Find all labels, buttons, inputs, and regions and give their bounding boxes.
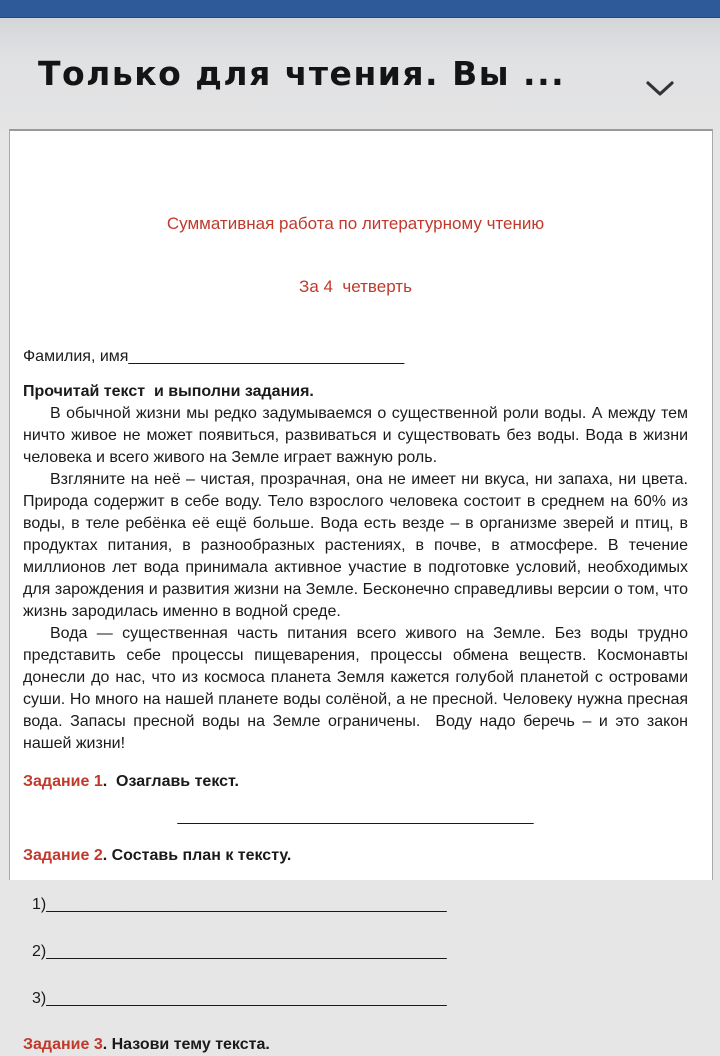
task-3-label: Задание 3 — [23, 1036, 103, 1053]
name-label: Фамилия, имя — [23, 348, 129, 365]
task-1-heading — [23, 771, 688, 793]
task-1-text: . Озаглавь текст. — [102, 773, 239, 790]
task-1-answer-line: ________________________________________ — [177, 808, 534, 825]
document-page — [10, 131, 712, 1056]
chevron-down-icon — [645, 80, 675, 101]
name-blank-underline: _______________________________ — [128, 348, 405, 365]
header-dropdown-button[interactable] — [640, 70, 680, 110]
name-field-line — [23, 346, 688, 368]
document-title-line1: Суммативная работа по литературному чтению — [166, 214, 545, 233]
task-1-label: Задание 1 — [23, 773, 103, 790]
plan-item-2-line: _____________________________________________ — [46, 943, 447, 960]
plan-item-1 — [23, 894, 688, 916]
plan-item-2-number: 2) — [32, 943, 47, 960]
task-3-heading — [23, 1034, 688, 1056]
plan-item-3-number: 3) — [32, 990, 47, 1007]
document-viewport[interactable] — [9, 129, 713, 1053]
task-2-heading — [23, 845, 688, 867]
app-title: Только для чтения. Вы ... — [38, 54, 566, 93]
text-paragraph-1: В обычной жизни мы редко задумываемся о существенной роли воды. А между тем ничто живое не может появиться, развиваться и существовать без воды. Вода в жизни человека и всего живого на Земле играет важную роль. — [23, 405, 693, 466]
plan-item-1-number: 1) — [32, 896, 47, 913]
text-paragraph-3: Вода — существенная часть питания всего живого на Земле. Без воды трудно представить себе процессы пищеварения, процессы обмена веществ. Космонавты донесли до нас, что из космоса планета Земля кажется голубой планетой с островами суши. Но много на нашей планете воды солёной, а не пресной. Человеку нужна пресная вода. Запасы пресной воды на Земле ограничены. Воду надо беречь – и это закон нашей жизни! — [23, 625, 693, 752]
reading-instruction: Прочитай текст и выполни задания. — [23, 383, 314, 400]
document-title — [23, 171, 688, 339]
plan-item-3 — [23, 988, 688, 1010]
text-paragraph-2: Взгляните на неё – чистая, прозрачная, она не имеет ни вкуса, ни запаха, ни цвета. Природа содержит в себе воду. Тело взрослого человека состоит в среднем на 60% из воды, в теле ребёнка её ещё больше. Вода есть везде – в организме зверей и птиц, в продуктах питания, в разнообразных растениях, в почве, в атмосфере. В течение миллионов лет вода принимала активное участие в подготовке условий, необходимых для зарождения и развития жизни на Земле. Бесконечно справедливы версии о том, что жизнь зародилась именно в водной среде. — [23, 471, 693, 620]
plan-item-3-line: _____________________________________________ — [46, 990, 447, 1007]
plan-item-2 — [23, 941, 688, 963]
top-accent-bar — [0, 0, 720, 18]
document-title-line2: За 4 четверть — [299, 277, 412, 296]
app-header — [0, 18, 720, 129]
task-2-label: Задание 2 — [23, 847, 103, 864]
task-3-text: . Назови тему текста. — [102, 1036, 270, 1053]
task-2-text: . Составь план к тексту. — [102, 847, 292, 864]
plan-item-1-line: _____________________________________________ — [46, 896, 447, 913]
